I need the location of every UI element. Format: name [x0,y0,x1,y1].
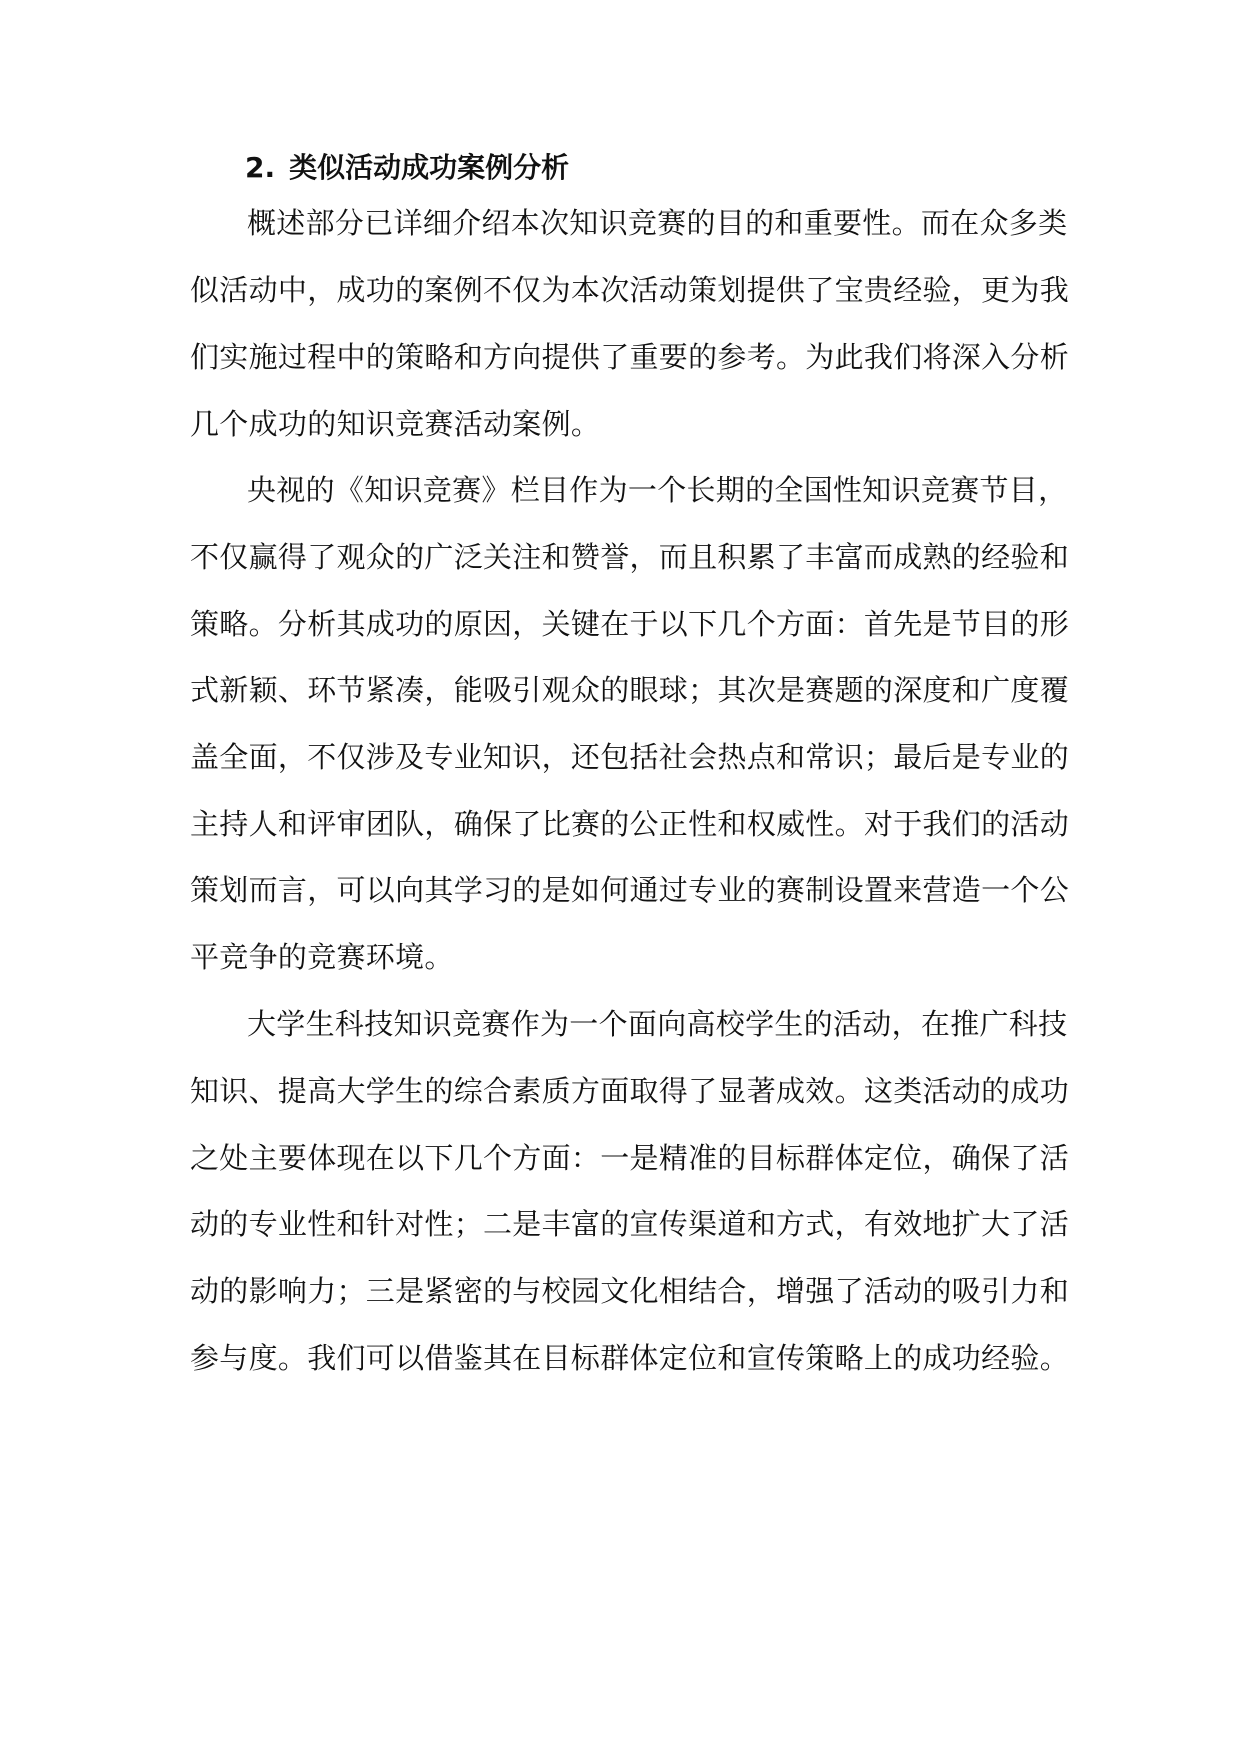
paragraph-3-line-5: 动的影响力；三是紧密的与校园文化相结合，增强了活动的吸引力和 [190,1274,1070,1308]
paragraph-2-line-8: 平竞争的竞赛环境。 [190,940,454,974]
paragraph-2-line-7: 策划而言，可以向其学习的是如何通过专业的赛制设置来营造一个公 [190,873,1070,907]
paragraph-1-line-1: 概述部分已详细介绍本次知识竞赛的目的和重要性。而在众多类 [247,206,1068,240]
section-number: 2. [245,151,276,184]
paragraph-1-line-4: 几个成功的知识竞赛活动案例。 [190,407,601,441]
paragraph-3-line-2: 知识、提高大学生的综合素质方面取得了显著成效。这类活动的成功 [190,1074,1070,1108]
paragraph-3-line-6: 参与度。我们可以借鉴其在目标群体定位和宣传策略上的成功经验。 [190,1341,1070,1375]
paragraph-3-line-1: 大学生科技知识竞赛作为一个面向高校学生的活动，在推广科技 [247,1007,1068,1041]
paragraph-2-line-5: 盖全面，不仅涉及专业知识，还包括社会热点和常识；最后是专业的 [190,740,1070,774]
paragraph-3-line-3: 之处主要体现在以下几个方面：一是精准的目标群体定位，确保了活 [190,1141,1070,1175]
paragraph-2-line-2: 不仅赢得了观众的广泛关注和赞誉，而且积累了丰富而成熟的经验和 [190,540,1070,574]
paragraph-1-line-3: 们实施过程中的策略和方向提供了重要的参考。为此我们将深入分析 [190,340,1070,374]
paragraph-1-line-2: 似活动中，成功的案例不仅为本次活动策划提供了宝贵经验，更为我 [190,273,1070,307]
paragraph-2-line-6: 主持人和评审团队，确保了比赛的公正性和权威性。对于我们的活动 [190,807,1070,841]
paragraph-2-line-4: 式新颖、环节紧凑，能吸引观众的眼球；其次是赛题的深度和广度覆 [190,673,1070,707]
paragraph-2-line-3: 策略。分析其成功的原因，关键在于以下几个方面：首先是节目的形 [190,607,1070,641]
section-title: 类似活动成功案例分析 [289,151,570,184]
paragraph-2-line-1: 央视的《知识竞赛》栏目作为一个长期的全国性知识竞赛节目， [247,473,1068,507]
section-heading [245,148,569,188]
paragraph-3-line-4: 动的专业性和针对性；二是丰富的宣传渠道和方式，有效地扩大了活 [190,1207,1070,1241]
